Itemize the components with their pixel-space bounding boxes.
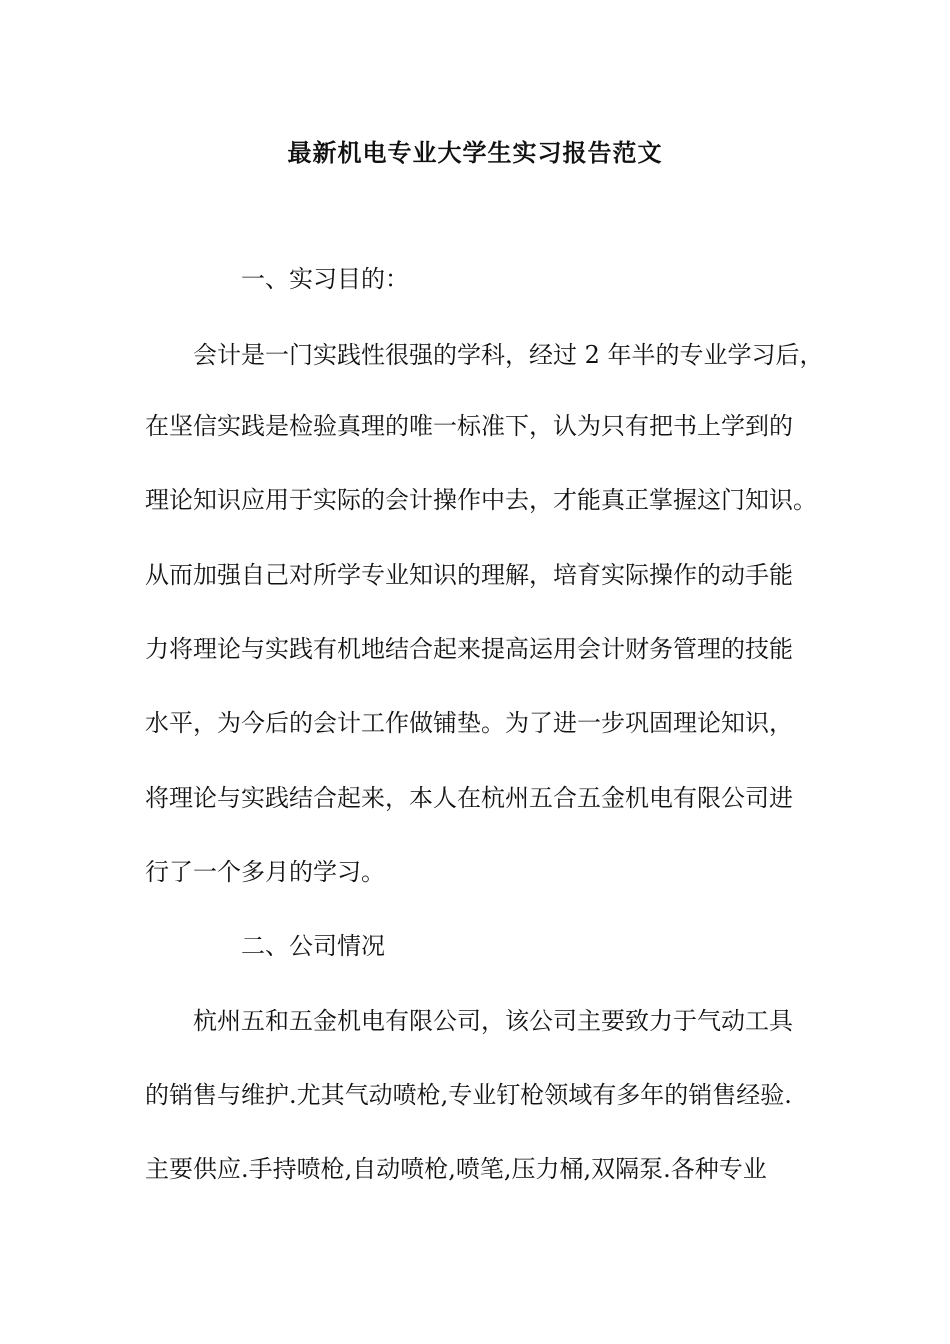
paragraph-line: 力将理论与实践有机地结合起来提高运用会计财务管理的技能 [145, 635, 793, 663]
paragraph-line: 从而加强自己对所学专业知识的理解，培育实际操作的动手能 [145, 561, 793, 589]
paragraph-line: 在坚信实践是检验真理的唯一标准下，认为只有把书上学到的 [145, 412, 793, 440]
paragraph-line: 行了一个多月的学习。 [145, 858, 385, 886]
document-title: 最新机电专业大学生实习报告范文 [287, 138, 663, 167]
section-heading-purpose: 一、实习目的： [241, 265, 409, 293]
paragraph-line: 杭州五和五金机电有限公司，该公司主要致力于气动工具 [193, 1007, 793, 1035]
section-heading-company: 二、公司情况 [241, 932, 385, 960]
paragraph-line: 主要供应.手持喷枪,自动喷枪,喷笔,压力桶,双隔泵.各种专业 [145, 1155, 767, 1183]
paragraph-line: 会计是一门实践性很强的学科，经过 2 年半的专业学习后， [193, 341, 824, 369]
paragraph-line: 将理论与实践结合起来，本人在杭州五合五金机电有限公司进 [145, 784, 793, 812]
paragraph-line: 理论知识应用于实际的会计操作中去，才能真正掌握这门知识。 [145, 486, 817, 514]
paragraph-line: 水平，为今后的会计工作做铺垫。为了进一步巩固理论知识， [145, 709, 793, 737]
paragraph-line: 的销售与维护.尤其气动喷枪,专业钉枪领域有多年的销售经验. [145, 1081, 792, 1109]
